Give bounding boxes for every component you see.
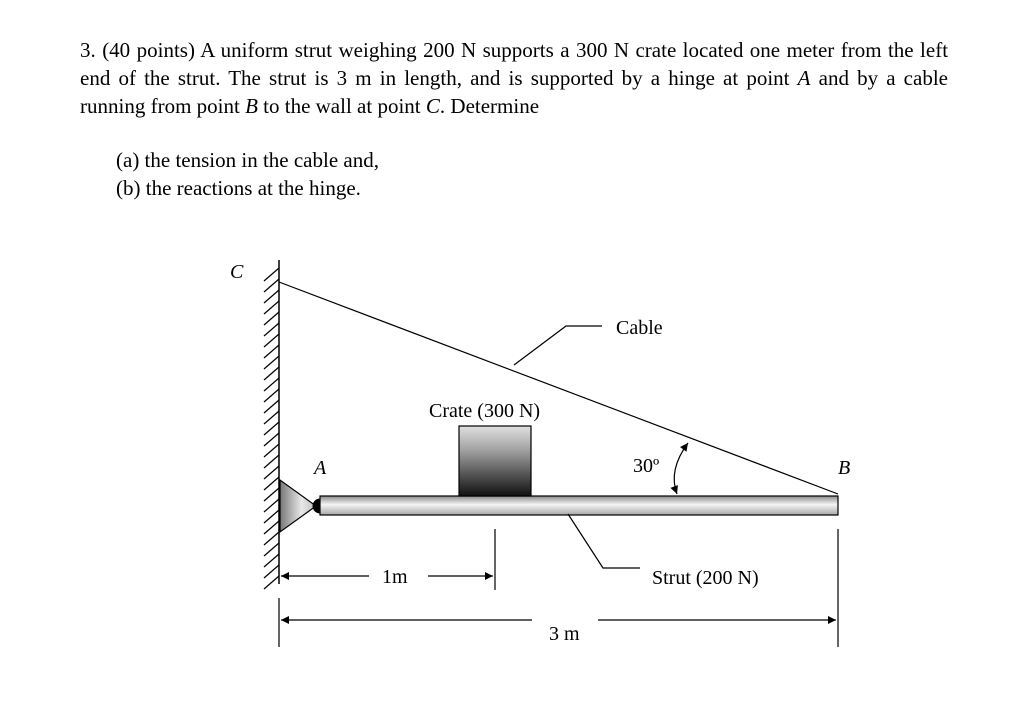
hinge-support: [280, 480, 316, 532]
wall-hatch-line: [264, 444, 279, 457]
strut-label: Strut (200 N): [652, 567, 759, 589]
crate-label: Crate (300 N): [429, 400, 541, 422]
cable-label: Cable: [616, 317, 663, 339]
wall-hatch-line: [264, 422, 279, 435]
strut-leader: [568, 514, 640, 568]
wall-hatch-line: [264, 290, 279, 303]
wall-hatch-line: [264, 521, 279, 534]
angle-label: 30º: [633, 455, 660, 477]
problem-point-c: C: [425, 94, 440, 118]
problem-text-2: and by a cable running from point: [80, 66, 948, 118]
wall-hatch-line: [264, 345, 279, 358]
wall-hatching: [264, 268, 279, 589]
wall-hatch-line: [264, 565, 279, 578]
wall-hatch-line: [264, 455, 279, 468]
problem-number: 3.: [80, 38, 96, 62]
wall-hatch-line: [264, 433, 279, 446]
part-b: (b) the reactions at the hinge.: [116, 176, 361, 200]
wall-hatch-line: [264, 268, 279, 281]
dim-1m-label: 1m: [382, 566, 408, 588]
cable-leader: [514, 326, 602, 365]
wall-hatch-line: [264, 301, 279, 314]
problem-text-3: to the wall at point: [257, 94, 426, 118]
wall-hatch-line: [264, 510, 279, 523]
part-a: (a) the tension in the cable and,: [116, 148, 379, 172]
problem-point-a: A: [797, 66, 811, 90]
wall-hatch-line: [264, 554, 279, 567]
crate: [459, 426, 531, 496]
strut: [320, 496, 838, 515]
cable: [279, 282, 838, 494]
label-c: C: [230, 261, 244, 283]
wall-hatch-line: [264, 488, 279, 501]
angle-arc: [674, 443, 688, 494]
problem-text-4: . Determine: [439, 94, 540, 118]
wall: [264, 260, 279, 589]
wall-hatch-line: [264, 499, 279, 512]
wall-hatch-line: [264, 323, 279, 336]
label-a: A: [314, 457, 327, 479]
wall-hatch-line: [264, 378, 279, 391]
label-b: B: [838, 457, 851, 479]
wall-hatch-line: [264, 466, 279, 479]
wall-hatch-line: [264, 543, 279, 556]
problem-text-1: A uniform strut weighing 200 N supports a 300 N crate located one meter from the left end of the strut. The strut is 3 m in length, and is supported by a hinge at point: [80, 38, 949, 90]
wall-hatch-line: [264, 532, 279, 545]
dim-3m-label: 3 m: [549, 623, 580, 645]
problem-points: (40 points): [102, 38, 195, 62]
wall-hatch-line: [264, 334, 279, 347]
wall-hatch-line: [264, 400, 279, 413]
wall-hatch-line: [264, 312, 279, 325]
wall-hatch-line: [264, 477, 279, 490]
wall-hatch-line: [264, 367, 279, 380]
wall-hatch-line: [264, 411, 279, 424]
wall-hatch-line: [264, 389, 279, 402]
wall-hatch-line: [264, 356, 279, 369]
wall-hatch-line: [264, 576, 279, 589]
problem-point-b: B: [245, 94, 258, 118]
wall-hatch-line: [264, 279, 279, 292]
